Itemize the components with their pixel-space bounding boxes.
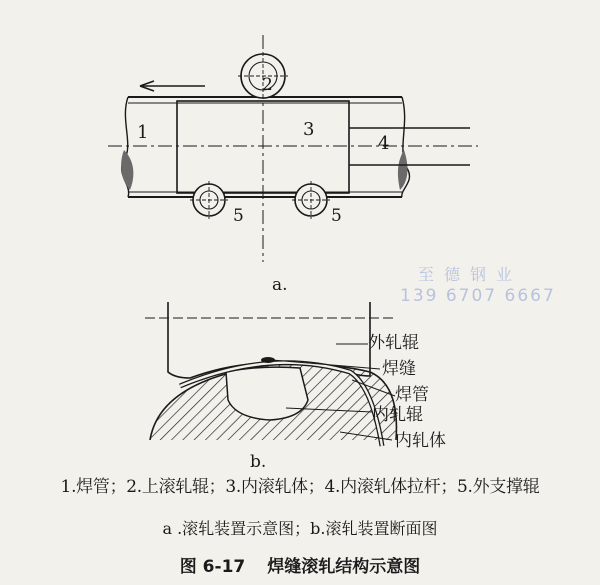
panel-b: [145, 302, 396, 446]
figure-title: 焊缝滚轧结构示意图: [267, 557, 421, 577]
direction-arrow: [140, 81, 205, 91]
watermark-phone: 139 6707 6667: [400, 286, 556, 306]
part-label-3: 3: [303, 119, 315, 140]
panel-b-label: b.: [250, 452, 267, 470]
parts-legend: 1.焊管；2.上滚轧辊；3.内滚轧体；4.内滚轧体拉杆；5.外支撑辊: [60, 477, 540, 497]
part-label-1: 1: [137, 122, 149, 143]
callout-inner-roller: 内轧辊: [372, 405, 423, 425]
callout-welded-pipe: 焊管: [395, 385, 429, 405]
support-roller-5-right: [292, 181, 330, 219]
part-label-5-right: 5: [331, 206, 342, 226]
part-label-4: 4: [378, 133, 390, 154]
support-roller-5-left: [190, 181, 228, 219]
subcaption: a .滚轧装置示意图；b.滚轧装置断面图: [162, 519, 438, 538]
figure-caption: [0, 552, 600, 577]
callout-inner-body: 内轧体: [395, 431, 446, 451]
callout-weld-seam: 焊缝: [382, 359, 416, 379]
inner-roller-section: [226, 367, 308, 420]
callout-outer-roller: 外轧辊: [368, 333, 419, 353]
panel-a: [108, 35, 478, 262]
watermark-company: 至德钢业: [418, 265, 523, 284]
part-label-5-left: 5: [233, 206, 244, 226]
part-label-2: 2: [262, 75, 273, 95]
pipe-end-shade-right: [398, 150, 408, 190]
figure-number: 图 6-17: [179, 557, 246, 577]
pipe-end-shade-left: [121, 150, 133, 190]
panel-a-label: a.: [272, 275, 288, 295]
welded-pipe-1: [121, 97, 409, 197]
